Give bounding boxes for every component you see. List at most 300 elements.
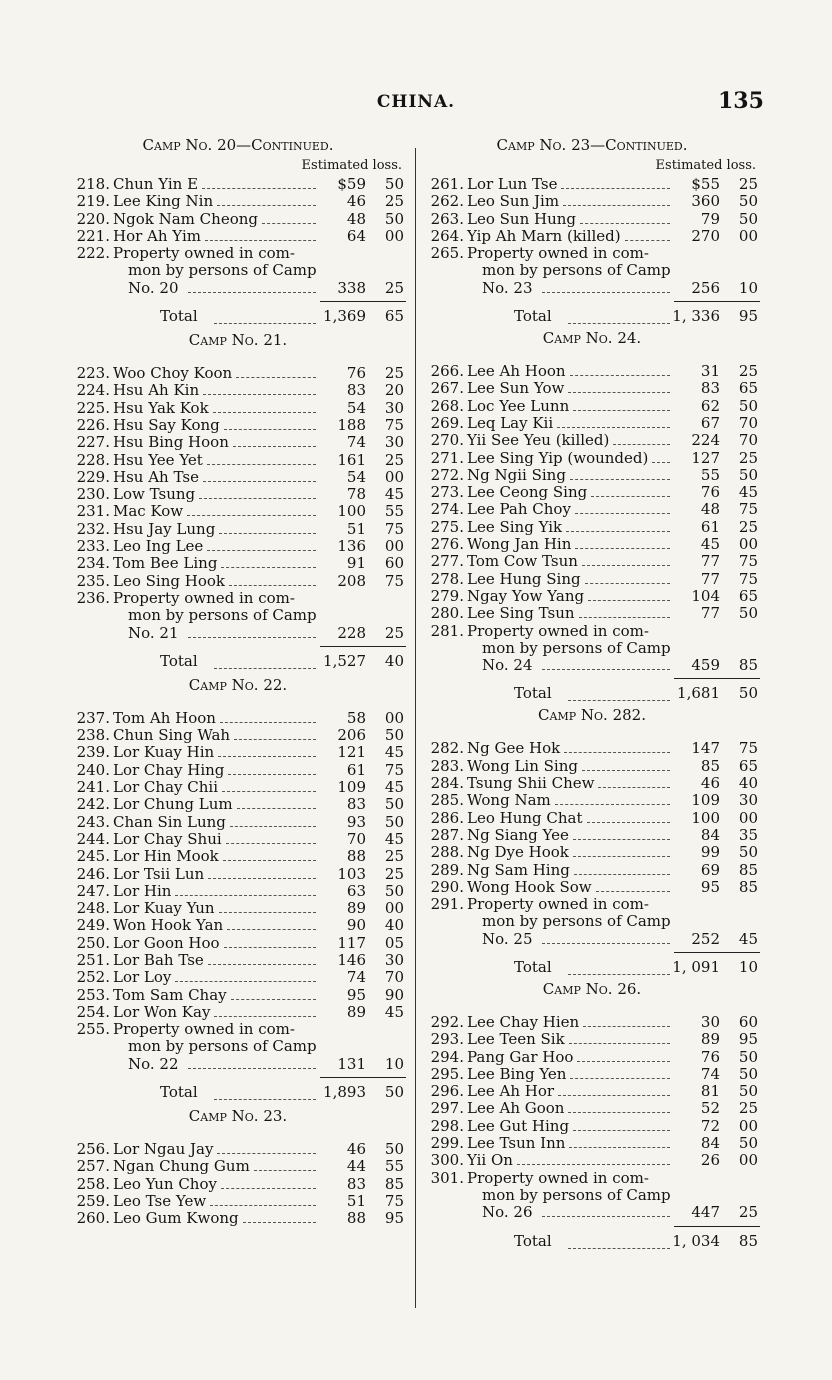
loss-cents: 50 <box>384 209 404 228</box>
total-rule <box>320 646 406 647</box>
leader-dots <box>591 482 670 497</box>
leader-dots <box>262 209 316 224</box>
property-entry-total-line <box>68 1056 408 1073</box>
loss-dollars: 208 <box>337 571 366 590</box>
loss-dollars: 63 <box>346 881 366 900</box>
leader-dots <box>237 794 316 809</box>
entry-number: 234. <box>76 554 110 573</box>
total-rule <box>674 678 760 679</box>
loss-dollars: 90 <box>346 916 366 935</box>
leader-dots <box>570 361 670 376</box>
entry-number: 299. <box>430 1134 464 1153</box>
property-line-2: mon by persons of Camp <box>482 638 671 657</box>
claimant-name: Leo Gum Kwong <box>113 1209 239 1228</box>
loss-cents: 25 <box>384 450 404 469</box>
loss-cents: 75 <box>738 739 758 758</box>
ledger-row <box>68 1210 408 1227</box>
total-dollars: 1,893 <box>323 1083 366 1102</box>
loss-dollars: 95 <box>700 877 720 896</box>
leader-dots <box>226 829 316 844</box>
leader-dots <box>569 1029 670 1044</box>
leader-dots <box>573 396 670 411</box>
loss-dollars: 76 <box>700 1047 720 1066</box>
loss-dollars: 360 <box>691 192 720 211</box>
leader-dots <box>203 467 316 482</box>
loss-cents: 50 <box>738 604 758 623</box>
claimant-name: Ngan Chung Gum <box>113 1157 250 1176</box>
property-line-3: No. 25 <box>482 929 533 948</box>
entry-number: 239. <box>76 743 110 762</box>
loss-cents: 45 <box>384 1002 404 1021</box>
claimant-name: Leo Ing Lee <box>113 537 204 556</box>
loss-dollars: 67 <box>700 413 720 432</box>
loss-cents: 75 <box>384 760 404 779</box>
loss-dollars: 84 <box>700 825 720 844</box>
claimant-name: Ng Gee Hok <box>467 739 561 758</box>
loss-cents: 85 <box>384 1174 404 1193</box>
claimant-name: Tsung Shii Chew <box>467 774 595 793</box>
leader-dots <box>568 1234 670 1249</box>
loss-dollars: 70 <box>346 829 366 848</box>
left-column <box>68 134 408 1228</box>
claimant-name: Lor Goon Hoo <box>113 933 220 952</box>
loss-cents: 50 <box>738 192 758 211</box>
loss-dollars: 88 <box>346 1209 366 1228</box>
claimant-name: Leo Sing Hook <box>113 571 225 590</box>
loss-cents: 95 <box>738 1030 758 1049</box>
loss-cents: 00 <box>738 535 758 554</box>
entry-number: 220. <box>76 209 110 228</box>
leader-dots <box>573 825 670 840</box>
leader-dots <box>568 960 670 975</box>
loss-cents: 50 <box>738 465 758 484</box>
entry-number: 267. <box>430 379 464 398</box>
claimant-name: Lor Hin <box>113 881 172 900</box>
entry-number: 260. <box>76 1209 110 1228</box>
claimant-name: Lee Bing Yen <box>467 1064 567 1083</box>
entry-number: 261. <box>430 175 464 193</box>
loss-cents: 85 <box>738 656 758 675</box>
loss-dollars: 252 <box>691 929 720 948</box>
leader-dots <box>243 1208 316 1223</box>
entry-number: 282. <box>430 739 464 758</box>
loss-dollars: 74 <box>700 1064 720 1083</box>
property-line-2: mon by persons of Camp <box>128 261 317 280</box>
entry-number: 248. <box>76 899 110 918</box>
entry-number: 249. <box>76 916 110 935</box>
claimant-name: Yii See Yeu (killed) <box>467 431 610 450</box>
loss-dollars: 127 <box>691 448 720 467</box>
loss-dollars: 93 <box>346 812 366 831</box>
entry-number: 263. <box>430 209 464 228</box>
leader-dots <box>229 571 316 586</box>
ledger-row <box>422 862 762 879</box>
loss-cents: 25 <box>384 847 404 866</box>
claimant-name: Lee Chay Hien <box>467 1012 580 1031</box>
loss-dollars: 256 <box>691 278 720 297</box>
loss-dollars: 30 <box>700 1012 720 1031</box>
claimant-name: Chun Yin E <box>113 175 199 193</box>
leader-dots <box>573 842 670 857</box>
claimant-name: Lee Sing Yik <box>467 517 563 536</box>
property-line-2: mon by persons of Camp <box>482 261 671 280</box>
loss-dollars: 77 <box>700 569 720 588</box>
leader-dots <box>175 881 316 896</box>
ledger-row <box>68 228 408 245</box>
entry-number: 257. <box>76 1157 110 1176</box>
claimant-name: Lor Loy <box>113 968 172 987</box>
entry-number: 290. <box>430 877 464 896</box>
loss-dollars: 147 <box>691 739 720 758</box>
entry-number: 219. <box>76 192 110 211</box>
total-row <box>68 1073 408 1103</box>
property-entry <box>68 1021 408 1038</box>
claimant-name: Lor Chay Chii <box>113 778 218 797</box>
loss-cents: 50 <box>384 795 404 814</box>
loss-dollars: 83 <box>346 795 366 814</box>
property-entry <box>68 590 408 607</box>
entry-number: 255. <box>76 1020 110 1039</box>
property-entry-total-line <box>422 280 762 297</box>
claimant-name: Lee Sun Yow <box>467 379 565 398</box>
leader-dots <box>213 398 316 413</box>
leader-dots <box>652 448 670 463</box>
property-line-1: Property owned in com- <box>467 621 649 640</box>
entry-number: 226. <box>76 415 110 434</box>
claimant-name: Leo Tse Yew <box>113 1191 207 1210</box>
entry-number: 222. <box>76 244 110 263</box>
loss-cents: 90 <box>384 985 404 1004</box>
entry-number: 245. <box>76 847 110 866</box>
leader-dots <box>563 191 670 206</box>
entry-number: 246. <box>76 864 110 883</box>
loss-cents: 25 <box>738 1203 758 1222</box>
loss-cents: 00 <box>738 808 758 827</box>
leader-dots <box>564 738 670 753</box>
leader-dots <box>221 553 316 568</box>
leader-dots <box>566 517 670 532</box>
claimant-name: Lor Ngau Jay <box>113 1140 214 1159</box>
loss-dollars: 69 <box>700 860 720 879</box>
leader-dots <box>214 309 316 324</box>
loss-dollars: 46 <box>700 774 720 793</box>
property-line-1: Property owned in com- <box>113 588 295 607</box>
total-row <box>422 1222 762 1252</box>
claimant-name: Pang Gar Hoo <box>467 1047 574 1066</box>
loss-cents: 40 <box>384 916 404 935</box>
loss-cents: 45 <box>738 929 758 948</box>
total-rule <box>674 301 760 302</box>
claimant-name: Lee Sing Tsun <box>467 604 575 623</box>
claimant-name: Lee Pah Choy <box>467 500 571 519</box>
claimant-name: Lor Won Kay <box>113 1002 211 1021</box>
loss-dollars: 228 <box>337 623 366 642</box>
loss-cents: 30 <box>384 433 404 452</box>
loss-cents: 00 <box>738 226 758 245</box>
claimant-name: Yii On <box>467 1151 513 1170</box>
camp-title: Camp No. 282. <box>538 706 646 725</box>
entry-number: 300. <box>430 1151 464 1170</box>
loss-cents: 50 <box>738 1064 758 1083</box>
claimant-name: Lor Chay Shui <box>113 829 222 848</box>
leader-dots <box>542 278 670 293</box>
leader-dots <box>569 1133 670 1148</box>
claimant-name: Lor Chay Hing <box>113 760 225 779</box>
total-row <box>68 297 408 327</box>
total-label: Total <box>514 307 552 326</box>
camp-title: Camp No. 21. <box>188 331 288 350</box>
loss-cents: 60 <box>738 1012 758 1031</box>
leader-dots <box>202 174 316 189</box>
total-label: Total <box>514 684 552 703</box>
loss-cents: 50 <box>738 843 758 862</box>
loss-cents: 35 <box>738 825 758 844</box>
entry-number: 230. <box>76 485 110 504</box>
leader-dots <box>557 413 670 428</box>
ledger-row <box>68 1004 408 1021</box>
claimant-name: Hsu Bing Hoon <box>113 433 229 452</box>
ledger-row <box>422 879 762 896</box>
property-entry <box>422 896 762 913</box>
camp-title: Camp No. 20—Continued. <box>142 136 334 154</box>
claimant-name: Ng Ngii Sing <box>467 465 566 484</box>
leader-dots <box>217 191 316 206</box>
entry-number: 272. <box>430 465 464 484</box>
loss-cents: 25 <box>738 362 758 381</box>
entry-number: 240. <box>76 760 110 779</box>
loss-dollars: 146 <box>337 950 366 969</box>
leader-dots <box>205 226 316 241</box>
entry-number: 271. <box>430 448 464 467</box>
leader-dots <box>579 603 670 618</box>
loss-dollars: 48 <box>346 209 366 228</box>
leader-dots <box>228 760 316 775</box>
leader-dots <box>568 1098 670 1113</box>
loss-cents: 60 <box>384 554 404 573</box>
claimant-name: Hsu Ah Tse <box>113 467 199 486</box>
property-line-1: Property owned in com- <box>113 244 295 263</box>
property-line-1: Property owned in com- <box>113 1020 295 1039</box>
loss-dollars: 54 <box>346 398 366 417</box>
entry-number: 236. <box>76 588 110 607</box>
loss-dollars: 85 <box>700 756 720 775</box>
loss-cents: 40 <box>738 774 758 793</box>
entry-number: 291. <box>430 895 464 914</box>
entry-number: 237. <box>76 708 110 727</box>
loss-dollars: 26 <box>700 1151 720 1170</box>
entry-number: 264. <box>430 226 464 245</box>
column-divider <box>415 148 416 1308</box>
property-entry <box>422 245 762 262</box>
leader-dots <box>575 534 670 549</box>
loss-dollars: 99 <box>700 843 720 862</box>
leader-dots <box>625 226 670 241</box>
claimant-name: Lee Sing Yip (wounded) <box>467 448 649 467</box>
claimant-name: Lor Lun Tse <box>467 175 558 193</box>
loss-dollars: 89 <box>700 1030 720 1049</box>
loss-cents: 05 <box>384 933 404 952</box>
entry-number: 280. <box>430 604 464 623</box>
loss-dollars: 51 <box>346 519 366 538</box>
entry-number: 254. <box>76 1002 110 1021</box>
leader-dots <box>568 378 670 393</box>
loss-dollars: 117 <box>337 933 366 952</box>
property-line-2: mon by persons of Camp <box>482 1185 671 1204</box>
loss-dollars: 100 <box>337 502 366 521</box>
ledger-row <box>422 432 762 449</box>
loss-cents: 50 <box>384 726 404 745</box>
loss-dollars: 54 <box>346 467 366 486</box>
claimant-name: Lee Gut Hing <box>467 1116 570 1135</box>
loss-dollars: 81 <box>700 1082 720 1101</box>
entry-number: 281. <box>430 621 464 640</box>
loss-dollars: 46 <box>346 1140 366 1159</box>
claimant-name: Lor Chung Lum <box>113 795 233 814</box>
loss-cents: 25 <box>384 364 404 383</box>
loss-cents: 00 <box>738 1151 758 1170</box>
loss-dollars: 136 <box>337 537 366 556</box>
loss-dollars: 89 <box>346 899 366 918</box>
loss-dollars: 55 <box>700 465 720 484</box>
loss-cents: 45 <box>738 483 758 502</box>
loss-cents: 50 <box>738 396 758 415</box>
total-cents: 40 <box>384 651 404 670</box>
loss-cents: 20 <box>384 381 404 400</box>
ledger-row <box>68 193 408 210</box>
loss-dollars: 76 <box>700 483 720 502</box>
property-entry-total-line <box>422 1204 762 1221</box>
total-dollars: 1,681 <box>677 684 720 703</box>
property-entry <box>422 1170 762 1187</box>
loss-dollars: 77 <box>700 552 720 571</box>
loss-dollars: 447 <box>691 1203 720 1222</box>
loss-dollars: 44 <box>346 1157 366 1176</box>
loss-dollars: 84 <box>700 1134 720 1153</box>
claimant-name: Lor Tsii Lun <box>113 864 205 883</box>
loss-cents: 45 <box>384 743 404 762</box>
leader-dots <box>219 519 316 534</box>
loss-cents: 75 <box>384 519 404 538</box>
loss-cents: 50 <box>738 1047 758 1066</box>
loss-dollars: 76 <box>346 364 366 383</box>
loss-dollars: 270 <box>691 226 720 245</box>
loss-dollars: 48 <box>700 500 720 519</box>
leader-dots <box>203 380 316 395</box>
leader-dots <box>217 1139 316 1154</box>
entry-number: 252. <box>76 968 110 987</box>
property-line-2: mon by persons of Camp <box>128 606 317 625</box>
leader-dots <box>254 1156 316 1171</box>
entry-number: 273. <box>430 483 464 502</box>
entry-number: 218. <box>76 175 110 193</box>
total-cents: 50 <box>738 684 758 703</box>
ledger-row <box>422 1152 762 1169</box>
total-label: Total <box>160 1083 198 1102</box>
leader-dots <box>577 1047 670 1062</box>
loss-dollars: 46 <box>346 192 366 211</box>
property-line-1: Property owned in com- <box>467 895 649 914</box>
entry-number: 285. <box>430 791 464 810</box>
leader-dots <box>570 1064 670 1079</box>
total-rule <box>674 952 760 953</box>
leader-dots <box>588 586 670 601</box>
claimant-name: Lee Ceong Sing <box>467 483 588 502</box>
claimant-name: Lor Hin Mook <box>113 847 219 866</box>
entry-number: 266. <box>430 362 464 381</box>
leader-dots <box>517 1150 670 1165</box>
loss-cents: 50 <box>738 1082 758 1101</box>
leader-dots <box>598 773 670 788</box>
total-cents: 65 <box>384 307 404 326</box>
total-row <box>422 948 762 978</box>
total-dollars: 1, 336 <box>672 307 720 326</box>
page-number: 135 <box>718 88 764 114</box>
property-entry-total-line <box>68 625 408 642</box>
entry-number: 279. <box>430 586 464 605</box>
loss-cents: 25 <box>384 278 404 297</box>
entry-number: 275. <box>430 517 464 536</box>
property-line-3: No. 20 <box>128 278 179 297</box>
entry-number: 223. <box>76 364 110 383</box>
claimant-name: Ng Sam Hing <box>467 860 570 879</box>
leader-dots <box>208 950 316 965</box>
total-label: Total <box>514 957 552 976</box>
entry-number: 225. <box>76 398 110 417</box>
loss-cents: 45 <box>384 485 404 504</box>
leader-dots <box>570 465 670 480</box>
claimant-name: Leo Hung Chat <box>467 808 583 827</box>
loss-cents: 65 <box>738 379 758 398</box>
loss-dollars: 104 <box>691 586 720 605</box>
entry-number: 274. <box>430 500 464 519</box>
loss-cents: 50 <box>738 1134 758 1153</box>
claimant-name: Ng Dye Hook <box>467 843 569 862</box>
leader-dots <box>214 1085 316 1100</box>
entry-number: 221. <box>76 226 110 245</box>
total-rule <box>674 1226 760 1227</box>
loss-cents: 25 <box>384 864 404 883</box>
loss-dollars: 109 <box>691 791 720 810</box>
claimant-name: Won Hook Yan <box>113 916 224 935</box>
total-rule <box>320 301 406 302</box>
loss-dollars: 51 <box>346 1191 366 1210</box>
ledger-row <box>68 1141 408 1158</box>
property-entry-total-line <box>68 280 408 297</box>
ledger-row <box>422 758 762 775</box>
total-cents: 50 <box>384 1083 404 1102</box>
leader-dots <box>542 929 670 944</box>
loss-cents: 25 <box>384 192 404 211</box>
loss-dollars: $59 <box>337 175 366 193</box>
leader-dots <box>175 967 316 982</box>
leader-dots <box>188 1054 316 1069</box>
property-line-1: Property owned in com- <box>467 244 649 263</box>
total-dollars: 1,527 <box>323 651 366 670</box>
claimant-name: Lor Kuay Hin <box>113 743 215 762</box>
loss-cents: 55 <box>384 1157 404 1176</box>
leader-dots <box>568 309 670 324</box>
claimant-name: Lee Teen Sik <box>467 1030 565 1049</box>
total-dollars: 1, 034 <box>672 1231 720 1250</box>
camp-title: Camp No. 23. <box>188 1107 288 1126</box>
leader-dots <box>224 933 316 948</box>
total-dollars: 1, 091 <box>672 957 720 976</box>
leader-dots <box>582 756 670 771</box>
claimant-name: Tom Cow Tsun <box>467 552 578 571</box>
entry-number: 238. <box>76 726 110 745</box>
entry-number: 276. <box>430 535 464 554</box>
claimant-name: Tom Sam Chay <box>113 985 227 1004</box>
